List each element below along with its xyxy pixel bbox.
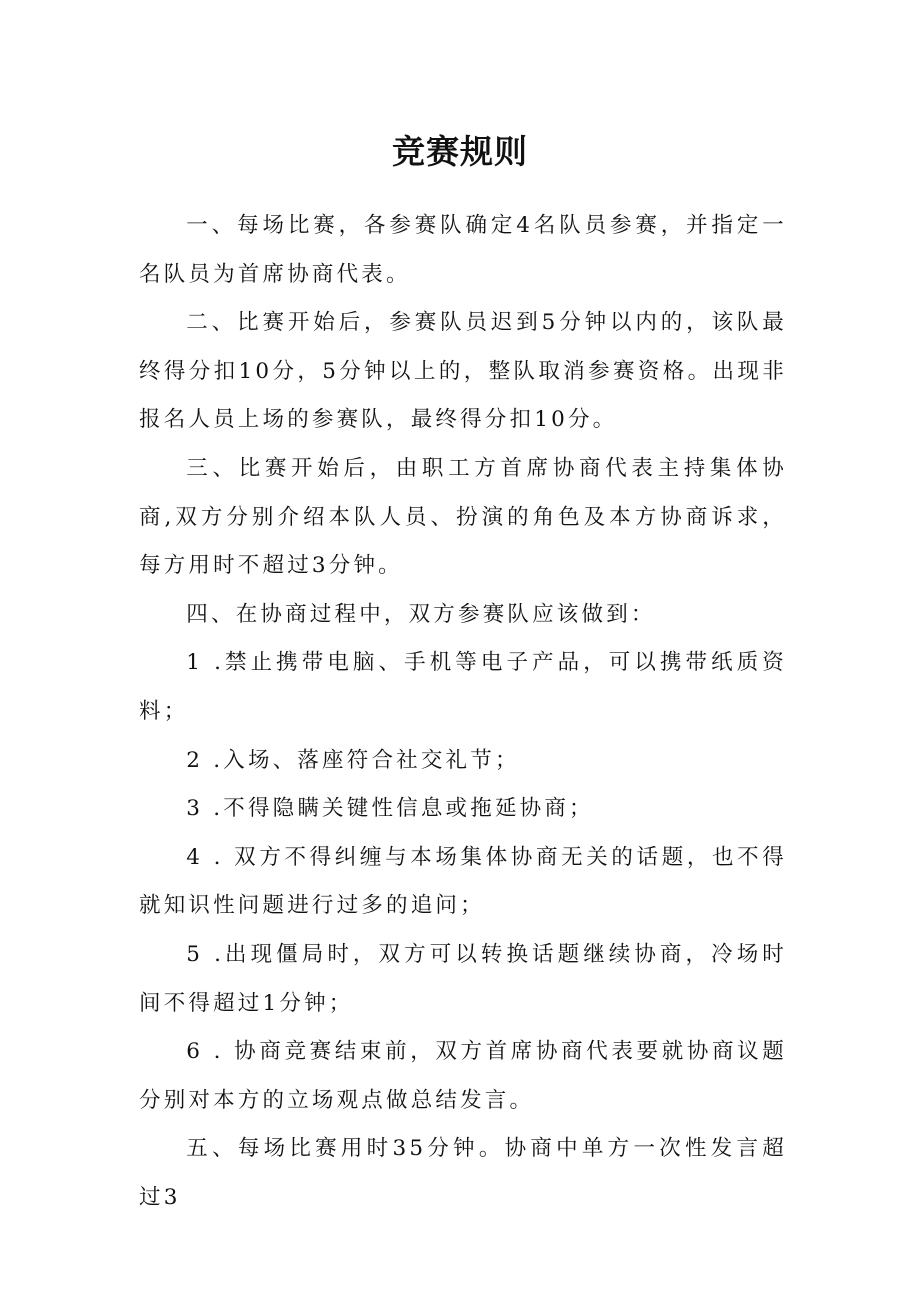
rule-item-2: 2 .入场、落座符合社交礼节； xyxy=(186,747,520,773)
document-body xyxy=(139,202,787,1222)
rule-item-3: 3 .不得隐瞒关键性信息或拖延协商； xyxy=(186,796,594,822)
rule-paragraph-3: 三、比赛开始后，由职工方首席协商代表主持集体协商,双方分别介绍本队人员、扮演的角色及本方协商诉求，每方用时不超过3分钟。 xyxy=(139,455,787,579)
rule-paragraph-2: 二、比赛开始后，参赛队员迟到5分钟以内的，该队最终得分扣10分，5分钟以上的，整队取消参赛资格。出现非报名人员上场的参赛队，最终得分扣10分。 xyxy=(139,310,787,433)
rule-paragraph-1: 一、每场比赛，各参赛队确定4名队员参赛，并指定一名队员为首席协商代表。 xyxy=(139,213,787,287)
rule-paragraph-5: 五、每场比赛用时35分钟。协商中单方一次性发言超过3 xyxy=(139,1136,787,1210)
rule-item-6: 6 . 协商竞赛结束前，双方首席协商代表要就协商议题分别对本方的立场观点做总结发言。 xyxy=(139,1039,787,1113)
rule-paragraph-4: 四、在协商过程中，双方参赛队应该做到： xyxy=(186,601,656,627)
rule-item-1: 1 .禁止携带电脑、手机等电子产品，可以携带纸质资料； xyxy=(139,650,787,724)
rule-item-5: 5 .出现僵局时，双方可以转换话题继续协商，冷场时间不得超过1分钟； xyxy=(139,941,787,1016)
rule-item-4: 4 . 双方不得纠缠与本场集体协商无关的话题，也不得就知识性问题进行过多的追问； xyxy=(139,844,787,919)
document-title: 竞赛规则 xyxy=(392,132,528,171)
